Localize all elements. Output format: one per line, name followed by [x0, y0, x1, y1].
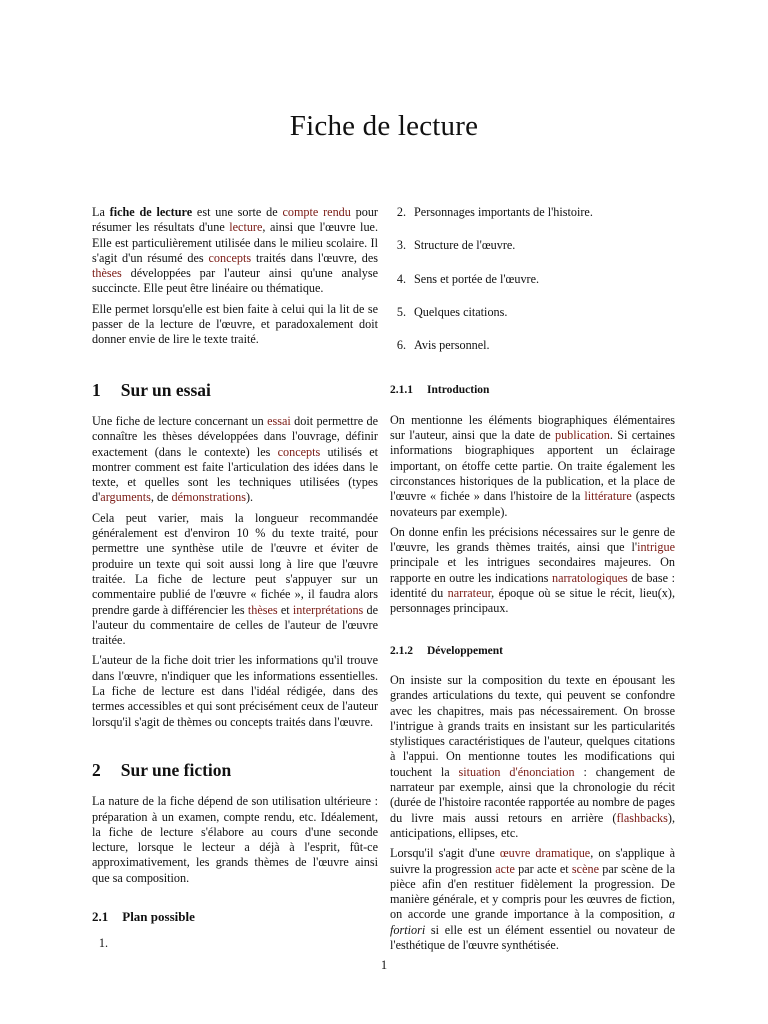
text: développées par l'auteur ainsi qu'une analyse succincte. Elle peut être linéaire ou thématique.	[92, 266, 378, 296]
text: , époque où se situe le récit, lieu(x), personnages principaux.	[390, 586, 675, 616]
text: ).	[246, 490, 254, 505]
left-column	[92, 205, 378, 952]
section-2-1-2-heading	[390, 644, 675, 659]
list-text: Sens et portée de l'œuvre.	[414, 271, 540, 286]
text: doit permettre de connaître les thèses développées dans l'ouvrage, définir exactement (dans le contexte) les	[92, 413, 378, 459]
page-title: Fiche de lecture	[289, 110, 479, 142]
section-title: Introduction	[427, 384, 490, 397]
list-item	[390, 238, 675, 253]
text: utilisés et montrer comment est faite l'articulation des idées dans le texte, et quelles sont les techniques utilisées (types d'	[92, 444, 378, 505]
text: , ainsi que l'œuvre lue. Elle est particulièrement utilisée dans le milieu scolaire. Il s'agit d'un résumé des	[92, 220, 378, 265]
list-item	[390, 338, 675, 353]
list-number: 5.	[396, 304, 406, 319]
link-acte[interactable]: acte	[495, 861, 515, 876]
section-title: Développement	[427, 644, 504, 657]
list-item	[390, 305, 675, 320]
text: est une sorte de	[192, 205, 283, 219]
text: , de	[150, 490, 172, 505]
list-text: Avis personnel.	[414, 338, 490, 353]
link-concepts[interactable]: concepts	[277, 444, 321, 459]
link-intrigue[interactable]: intrigue	[637, 540, 675, 555]
text: si elle est un élément essentiel ou novateur de l'esthétique de l'œuvre synthétisée.	[390, 922, 675, 952]
text: de l'auteur du commentaire de celles de l'auteur de l'œuvre traitée.	[92, 602, 379, 648]
text: . Si certaines informations biographiques apportent un éclairage important, on étoffe cette partie. On traite également les circonstances historiques de la publication, et la place de l'œuvre « fichée » dans l'histoire de la	[390, 428, 675, 504]
intro-paragraph-1	[92, 205, 378, 297]
list-item	[390, 272, 675, 287]
section-2-1-1-paragraph-1	[390, 413, 675, 520]
text: principale et les intrigues secondaires majeures. On rapporte en outre les indications	[390, 555, 675, 585]
section-number: 2.1	[92, 908, 109, 924]
section-2-1-2-paragraph-1	[390, 673, 675, 841]
link-essai[interactable]: essai	[267, 413, 291, 428]
section-number: 1	[92, 379, 101, 400]
link-flashbacks[interactable]: flashbacks	[616, 810, 668, 825]
link-narratologiques[interactable]: narratologiques	[551, 570, 628, 585]
term-a-fortiori: a fortiori	[390, 907, 675, 937]
section-2-paragraph-1: La nature de la fiche dépend de son utilisation ultérieure : préparation à un examen, compte rendu, etc. Idéalement, la fiche de lecture s'élabore au cours d'une seconde lecture, lorsque le lecteur a déjà à l'esprit, fût-ce approximativement, les grands thèmes de l'œuvre ainsi que sa composition.	[92, 794, 378, 885]
link-publication[interactable]: publication	[554, 428, 610, 443]
text: Lorsqu'il s'agit d'une	[390, 846, 500, 861]
text: (aspects novateurs par exemple).	[390, 489, 675, 519]
section-title: Sur une fiction	[120, 759, 232, 780]
list-text: Quelques citations.	[414, 304, 508, 319]
section-2-1-2-paragraph-2	[390, 846, 675, 953]
text: Une fiche de lecture concernant un	[92, 413, 268, 428]
section-number: 2.1.1	[390, 384, 413, 397]
link-concepts[interactable]: concepts	[208, 250, 252, 265]
intro-paragraph-2: Elle permet lorsqu'elle est bien faite à celui qui la lit de se passer de la lecture de l'œuvre, et paradoxalement doit donner envie de lire le texte traité.	[92, 301, 378, 347]
text: par scène de la pièce afin d'en restituer fidèlement la progression. De manière générale, et y compris pour les œuvres de fiction, on accorde une grande importance à la composition,	[390, 861, 675, 922]
link-situation-enonciation[interactable]: situation d'énonciation	[458, 764, 575, 779]
text: et	[277, 602, 293, 617]
link-theses[interactable]: thèses	[92, 266, 122, 281]
section-title: Sur un essai	[120, 379, 211, 400]
list-item	[92, 936, 378, 951]
text: On mentionne les éléments biographiques élémentaires sur l'auteur, ainsi que la date de	[390, 412, 675, 443]
text: , on s'applique à suivre la progression	[390, 846, 675, 876]
list-number: 1.	[98, 936, 108, 951]
section-2-1-1-paragraph-2	[390, 525, 675, 617]
section-2-1-heading	[92, 909, 378, 924]
list-number: 2.	[396, 205, 406, 219]
section-number: 2	[92, 759, 101, 780]
link-narrateur[interactable]: narrateur	[447, 586, 492, 601]
text: ), anticipations, ellipses, etc.	[390, 810, 675, 840]
section-title: Plan possible	[122, 908, 195, 924]
link-theses[interactable]: thèses	[247, 602, 278, 617]
section-1-heading	[92, 379, 378, 400]
link-arguments[interactable]: arguments	[100, 490, 151, 505]
list-number: 4.	[396, 271, 406, 286]
text: Cela peut varier, mais la longueur recommandée généralement est d'environ 10 % du texte traité, pour permettre une synthèse utile de l'œuvre et éviter de produire un texte qui soit aussi long à lire que l'œuvre traitée. La fiche de lecture peut s'appuyer sur un commentaire publié de l'œuvre « fichée », il faudra alors prendre garde à différencier les	[92, 510, 378, 617]
text: La	[92, 205, 110, 219]
link-compte-rendu[interactable]: compte rendu	[282, 205, 351, 219]
list-item	[390, 205, 675, 220]
section-1-paragraph-2	[92, 511, 378, 649]
text: On donne enfin les précisions nécessaires sur le genre de l'œuvre, les grands thèmes traités, ainsi que l'	[390, 524, 675, 555]
term-fiche-de-lecture: fiche de lecture	[109, 205, 193, 219]
list-number: 3.	[396, 238, 406, 253]
link-litterature[interactable]: littérature	[584, 489, 632, 504]
list-text: Personnages importants de l'histoire.	[414, 205, 593, 219]
section-number: 2.1.2	[390, 644, 413, 657]
right-column	[390, 205, 675, 958]
section-2-1-1-heading	[390, 383, 675, 398]
link-demonstrations[interactable]: démonstrations	[171, 490, 246, 505]
list-number: 6.	[396, 338, 406, 353]
text: pour résumer les résultats d'une	[92, 205, 378, 235]
list-text: Structure de l'œuvre.	[414, 238, 516, 253]
link-scene[interactable]: scène	[571, 861, 599, 876]
page-number: 1	[380, 958, 388, 972]
section-2-heading	[92, 759, 378, 780]
section-1-paragraph-1	[92, 414, 378, 506]
link-oeuvre-dramatique[interactable]: œuvre dramatique	[499, 846, 591, 861]
section-1-paragraph-3: L'auteur de la fiche doit trier les informations qu'il trouve dans l'œuvre, n'indiquer que les informations essentielles. La fiche de lecture est dans l'idéal rédigée, dans des termes accessibles et qui sont précisément ceux de l'auteur lorsqu'il s'agit de thèmes ou concepts traités dans l'œuvre.	[92, 653, 378, 729]
link-lecture[interactable]: lecture	[229, 220, 263, 235]
text: On insiste sur la composition du texte en épousant les grandes articulations du texte, qui peuvent se confondre avec les chapitres, mais pas nécessairement. On brosse l'intrigue à grands traits en insistant sur les particularités stylistiques caractéristiques de l'auteur, quelques citations à l'appui. On mentionne toutes les modifications qui touchent la	[390, 672, 675, 779]
text: par acte et	[514, 861, 572, 876]
link-interpretations[interactable]: interprétations	[292, 602, 364, 617]
text: de base : identité du	[390, 570, 676, 601]
text: traités dans l'œuvre, des	[251, 250, 378, 265]
text: : changement de narrateur par exemple, ainsi que la chronologie du récit (durée de l'histoire racontée rapportée au nombre de pages du livre mais aussi retours en arrière (	[390, 764, 675, 825]
